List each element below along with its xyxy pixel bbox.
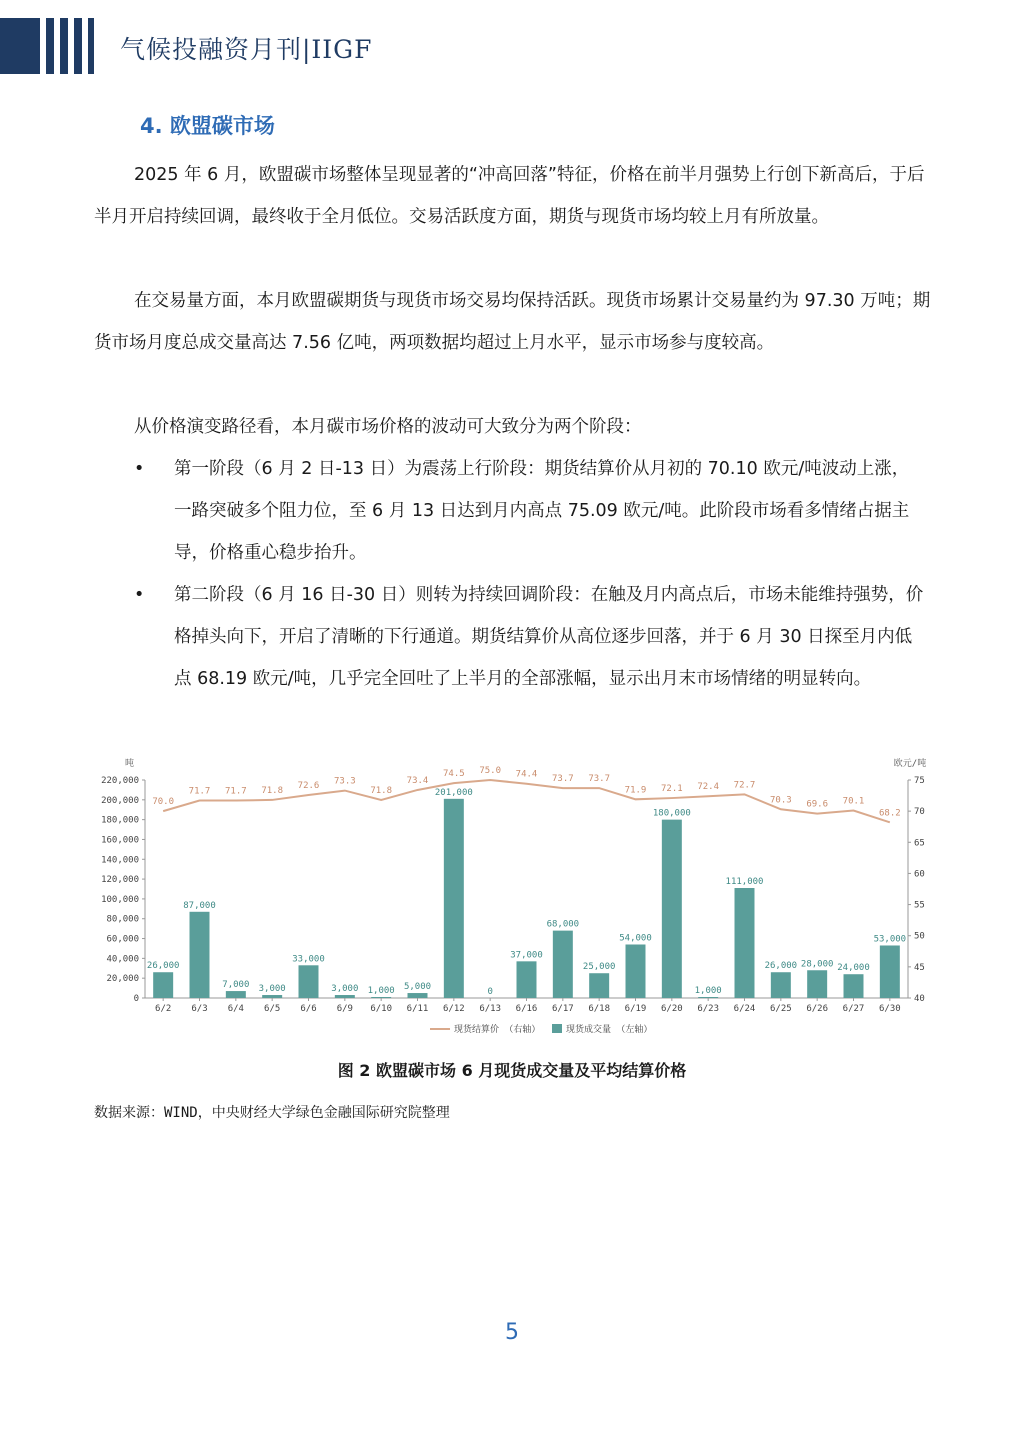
line-data-label: 75.0 [479, 766, 502, 776]
bar [771, 972, 791, 998]
line-data-label: 70.1 [842, 796, 865, 807]
bullet-dot-icon: • [134, 459, 145, 479]
left-axis-unit: 吨 [125, 759, 135, 769]
left-tick-label: 60,000 [106, 934, 139, 945]
legend-bar-swatch [552, 1024, 562, 1033]
bar-data-label: 37,000 [510, 950, 543, 961]
line-data-label: 70.0 [152, 797, 175, 808]
bar-data-label: 25,000 [582, 962, 616, 973]
x-tick-label: 6/4 [227, 1004, 244, 1014]
bar-data-label: 201,000 [434, 787, 473, 798]
x-tick-label: 6/5 [264, 1004, 281, 1014]
bar [190, 912, 210, 998]
x-tick-label: 6/10 [370, 1004, 393, 1014]
line-data-label: 68.2 [878, 808, 901, 819]
bar-data-label: 1,000 [694, 986, 722, 997]
bar [662, 820, 682, 998]
line-data-label: 71.8 [261, 785, 284, 796]
line-data-label: 71.8 [370, 785, 393, 796]
header-bar [0, 18, 40, 74]
left-tick-label: 120,000 [101, 875, 139, 886]
left-tick-label: 40,000 [106, 954, 139, 965]
line-data-label: 69.6 [806, 799, 829, 810]
figure-caption: 图 2 欧盟碳市场 6 月现货成交量及平均结算价格 [337, 1061, 687, 1080]
bar-data-label: 33,000 [292, 954, 325, 965]
bar [589, 973, 609, 998]
line-data-label: 70.3 [769, 795, 792, 806]
bar-data-label: 5,000 [403, 982, 432, 993]
bar [371, 997, 391, 998]
bar [626, 944, 646, 998]
left-tick-label: 200,000 [101, 795, 139, 806]
header-bar [46, 18, 54, 74]
header-bar [88, 18, 94, 74]
x-tick-label: 6/2 [155, 1004, 172, 1014]
paragraph-text: 从价格演变路径看，本月碳市场价格的波动可大致分为两个阶段： [134, 417, 642, 437]
right-tick-label: 50 [914, 931, 925, 942]
chart [90, 750, 930, 1050]
x-tick-label: 6/16 [515, 1004, 538, 1014]
bar [153, 972, 173, 998]
line-data-label: 74.4 [515, 769, 538, 780]
bar-data-label: 24,000 [837, 963, 870, 974]
line-data-label: 72.4 [697, 782, 720, 793]
right-tick-label: 70 [914, 807, 925, 818]
left-tick-label: 100,000 [101, 894, 139, 905]
bar [880, 945, 900, 998]
bar [262, 995, 282, 998]
bullet-text: 第一阶段（6 月 2 日-13 日）为震荡上行阶段：期货结算价从月初的 70.10 欧元/吨波动上涨，一路突破多个阻力位，至 6 月 13 日达到月内高点 75.09 欧元/吨。此阶段市场看多情绪占据主导，价格重心稳步抬升。 [174, 459, 910, 563]
bar [844, 974, 864, 998]
paragraph-text: 2025 年 6 月，欧盟碳市场整体呈现显著的“冲高回落”特征，价格在前半月强势上行创下新高后，于后半月开启持续回调，最终收于全月低位。交易活跃度方面，期货与现货市场均较上月有所放量。 [94, 165, 925, 227]
bar-data-label: 54,000 [619, 933, 652, 944]
bar [553, 931, 573, 998]
bar-data-label: 26,000 [764, 961, 798, 972]
x-tick-label: 6/24 [733, 1004, 756, 1014]
bar-data-label: 87,000 [183, 900, 216, 911]
line-data-label: 71.7 [224, 786, 247, 797]
line-data-label: 73.3 [333, 776, 356, 787]
line-data-label: 71.9 [624, 785, 647, 796]
paragraph [94, 154, 934, 238]
right-tick-label: 55 [914, 900, 925, 911]
x-tick-label: 6/25 [769, 1004, 792, 1014]
x-tick-label: 6/27 [842, 1004, 865, 1014]
bar [517, 961, 537, 998]
bar-data-label: 7,000 [222, 980, 250, 991]
x-tick-label: 6/6 [300, 1004, 317, 1014]
legend-bar-label: 现货成交量 （左轴） [566, 1025, 653, 1035]
left-tick-label: 180,000 [101, 815, 139, 826]
header-bar [74, 18, 82, 74]
bar-data-label: 3,000 [258, 984, 286, 995]
bar [735, 888, 755, 998]
x-tick-label: 6/9 [336, 1004, 353, 1014]
x-tick-label: 6/19 [624, 1004, 647, 1014]
right-tick-label: 45 [914, 962, 925, 973]
x-tick-label: 6/23 [697, 1004, 720, 1014]
bar [299, 965, 319, 998]
bullet-text: 第二阶段（6 月 16 日-30 日）则转为持续回调阶段：在触及月内高点后，市场未能维持强势，价格掉头向下，开启了清晰的下行通道。期货结算价从高位逐步回落，并于 6 月 30 日探至月内低点 68.19 欧元/吨，几乎完全回吐了上半月的全部涨幅，显示出月末市场情绪的明显转向。 [174, 585, 924, 689]
bar [408, 993, 428, 998]
bar [807, 970, 827, 998]
x-tick-label: 6/18 [588, 1004, 611, 1014]
left-tick-label: 20,000 [106, 974, 139, 985]
chart-svg [90, 750, 930, 1050]
bar-data-label: 68,000 [546, 919, 580, 930]
x-tick-label: 6/11 [406, 1004, 429, 1014]
data-source: 数据来源：WIND，中央财经大学绿色金融国际研究院整理 [94, 1105, 450, 1121]
left-tick-label: 80,000 [106, 914, 139, 925]
paragraph [94, 406, 934, 448]
bar [698, 997, 718, 998]
bar-data-label: 26,000 [146, 961, 180, 972]
bar-data-label: 1,000 [367, 986, 395, 997]
left-tick-label: 160,000 [101, 835, 139, 846]
bar-data-label: 28,000 [800, 959, 834, 970]
right-tick-label: 75 [914, 776, 925, 786]
right-axis-unit: 欧元/吨 [893, 759, 927, 769]
line-data-label: 73.7 [588, 774, 611, 785]
page-number: 5 [505, 1320, 519, 1345]
right-tick-label: 65 [914, 838, 925, 849]
line-data-label: 72.1 [660, 784, 683, 795]
paragraph [94, 280, 934, 364]
bar [444, 799, 464, 998]
bullet-dot-icon: • [134, 585, 145, 605]
line-data-label: 72.7 [733, 780, 756, 791]
bar-data-label: 180,000 [652, 808, 691, 819]
line-data-label: 73.7 [551, 774, 574, 785]
x-tick-label: 6/26 [806, 1004, 829, 1014]
paragraph-text: 在交易量方面，本月欧盟碳期货与现货市场交易均保持活跃。现货市场累计交易量约为 97.30 万吨；期货市场月度总成交量高达 7.56 亿吨，两项数据均超过上月水平，显示市场参与度较高。 [94, 291, 931, 353]
line-data-label: 72.6 [297, 780, 320, 791]
left-tick-label: 140,000 [101, 855, 139, 866]
line-data-label: 74.5 [442, 769, 465, 780]
line-data-label: 73.4 [406, 775, 429, 786]
bar-data-label: 53,000 [873, 934, 907, 945]
right-tick-label: 60 [914, 869, 925, 880]
bar-data-label: 3,000 [331, 984, 359, 995]
section-heading: 4. 欧盟碳市场 [140, 114, 275, 138]
journal-title: 气候投融资月刊|IIGF [120, 35, 373, 64]
left-tick-label: 0 [133, 994, 139, 1004]
x-tick-label: 6/3 [191, 1004, 208, 1014]
bar-data-label: 111,000 [725, 877, 764, 888]
x-tick-label: 6/20 [660, 1004, 683, 1014]
x-tick-label: 6/12 [442, 1004, 465, 1014]
right-tick-label: 40 [914, 994, 925, 1004]
bar [226, 991, 246, 998]
left-tick-label: 220,000 [101, 776, 139, 786]
header-bar [60, 18, 68, 74]
x-tick-label: 6/17 [551, 1004, 574, 1014]
line-data-label: 71.7 [188, 786, 211, 797]
x-tick-label: 6/30 [878, 1004, 901, 1014]
bar [335, 995, 355, 998]
bar-data-label: 0 [487, 987, 493, 997]
x-tick-label: 6/13 [479, 1004, 502, 1014]
legend-line-label: 现货结算价 （右轴） [454, 1025, 541, 1035]
